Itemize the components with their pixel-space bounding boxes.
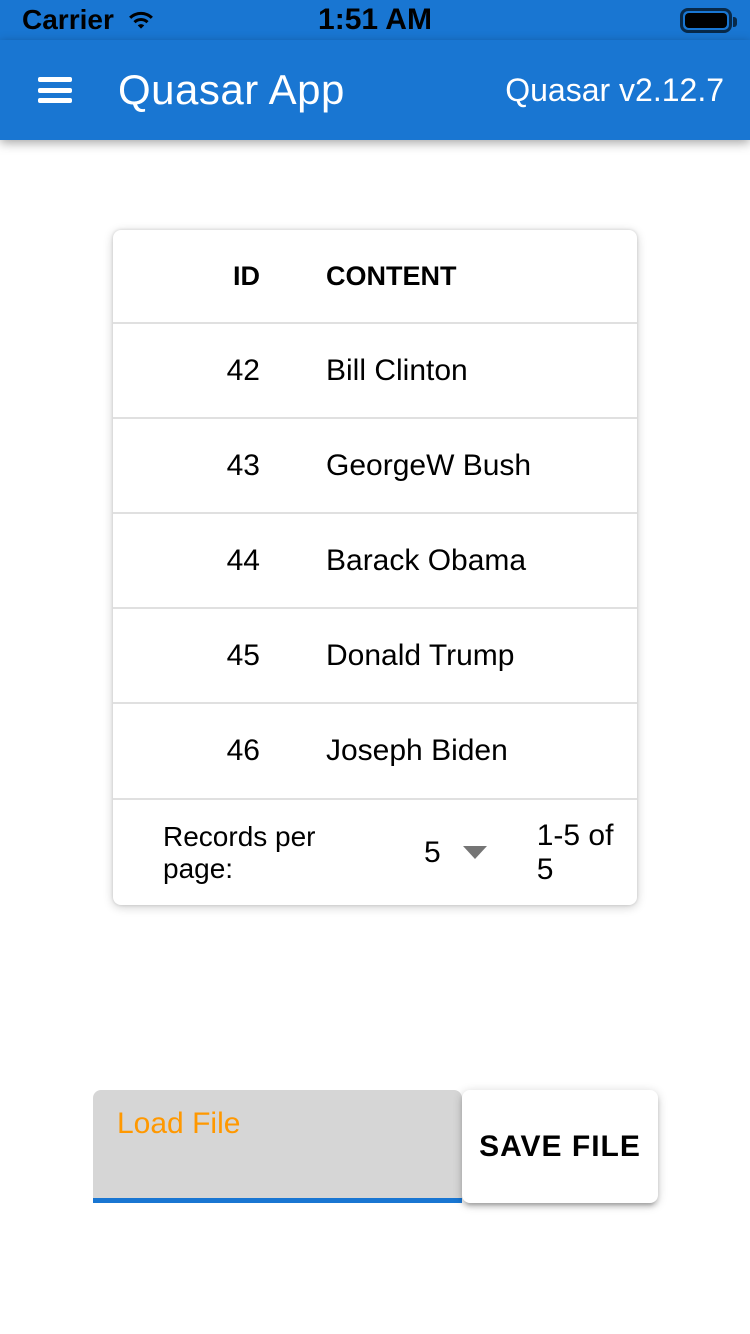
app-header (0, 40, 750, 140)
status-bar (0, 0, 750, 40)
battery-cap (733, 17, 737, 27)
records-table (113, 230, 637, 798)
table-row (113, 418, 637, 513)
cell-id: 43 (113, 418, 283, 513)
save-file-button[interactable]: SAVE FILE (462, 1090, 658, 1203)
table-row (113, 323, 637, 418)
menu-icon[interactable] (38, 77, 72, 103)
records-per-page-label: Records per page: (163, 820, 316, 884)
cell-content: Barack Obama (283, 513, 637, 608)
cell-content: Joseph Biden (283, 703, 637, 798)
page-title: Quasar App (118, 66, 345, 113)
table-header-row (113, 230, 637, 323)
page-size-select[interactable] (424, 836, 487, 870)
file-action-bar (93, 1090, 658, 1203)
dropdown-arrow-icon (463, 846, 487, 859)
table-pagination-footer (113, 798, 637, 905)
carrier-label: Carrier (22, 4, 114, 35)
table-row (113, 703, 637, 798)
column-header-id: ID (233, 260, 260, 291)
cell-id: 45 (113, 608, 283, 703)
version-label: Quasar v2.12.7 (505, 71, 724, 108)
page-size-value: 5 (424, 835, 441, 869)
records-table-card (113, 230, 637, 905)
cell-id: 42 (113, 323, 283, 418)
table-row (113, 608, 637, 703)
load-file-input[interactable] (93, 1090, 462, 1203)
table-row (113, 513, 637, 608)
pagination-range: 1-5 of 5 (536, 818, 614, 886)
column-header-content: CONTENT (326, 260, 457, 291)
cell-id: 44 (113, 513, 283, 608)
battery-icon (680, 8, 732, 33)
clock-time: 1:51 AM (318, 3, 432, 36)
cell-content: Donald Trump (283, 608, 637, 703)
cell-id: 46 (113, 703, 283, 798)
load-file-label: Load File (117, 1107, 241, 1140)
wifi-icon (124, 7, 158, 33)
cell-content: GeorgeW Bush (283, 418, 637, 513)
cell-content: Bill Clinton (283, 323, 637, 418)
battery-level (685, 13, 727, 28)
